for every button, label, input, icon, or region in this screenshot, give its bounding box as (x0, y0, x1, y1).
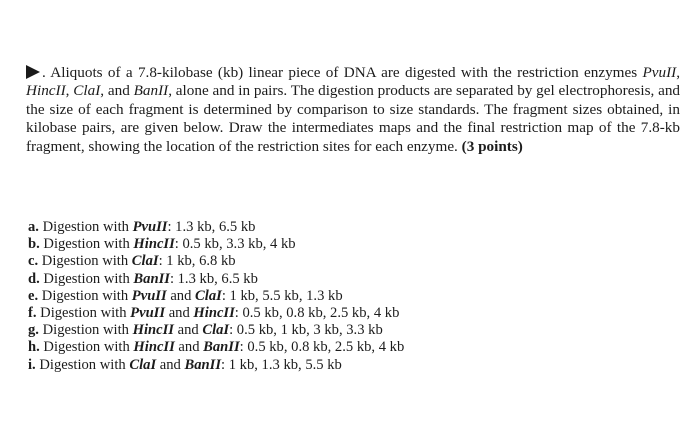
enzyme-pvuii: PvuII (642, 64, 677, 81)
item-sizes: : 0.5 kb, 3.3 kb, 4 kb (174, 236, 296, 253)
digestion-list (28, 219, 668, 374)
item-letter: d. (28, 270, 40, 287)
item-letter: f. (28, 305, 37, 322)
question-paragraph (26, 64, 680, 156)
item-letter: c. (28, 253, 39, 270)
list-item (28, 236, 668, 253)
item-enzyme-1: PvuII (130, 305, 166, 322)
separator: , (676, 64, 680, 81)
item-sizes: : 0.5 kb, 0.8 kb, 2.5 kb, 4 kb (239, 339, 405, 356)
item-connector: and (174, 339, 204, 356)
enzyme-clai: ClaI (73, 82, 101, 100)
list-item (28, 305, 668, 322)
item-sizes: : 1 kb, 1.3 kb, 5.5 kb (221, 356, 342, 373)
item-enzyme-1: PvuII (132, 219, 168, 235)
item-prefix: Digestion with (35, 356, 130, 373)
item-sizes: : 0.5 kb, 1 kb, 3 kb, 3.3 kb (229, 322, 383, 339)
item-prefix: Digestion with (36, 305, 131, 322)
item-prefix: Digestion with (38, 253, 132, 270)
item-letter: g. (28, 322, 39, 339)
item-enzyme-2: BanII (203, 339, 240, 356)
item-sizes: : 1 kb, 6.8 kb (158, 253, 236, 270)
item-connector: and (156, 356, 185, 373)
item-sizes: : 1.3 kb, 6.5 kb (169, 270, 258, 287)
item-enzyme-1: HincII (133, 339, 175, 356)
item-sizes: : 1 kb, 5.5 kb, 1.3 kb (221, 287, 343, 304)
list-item (28, 219, 668, 236)
points-label: (3 points) (461, 137, 523, 155)
enzyme-hincii: HincII (26, 82, 66, 100)
triangle-bullet-icon (26, 65, 40, 79)
item-enzyme-2: ClaI (195, 287, 222, 304)
item-enzyme-1: BanII (133, 270, 170, 287)
list-item (28, 253, 668, 270)
question-text (26, 64, 680, 155)
question-prefix: . Aliquots of a 7.8-kilobase (kb) linear piece of DNA are digested with the restriction enzymes (42, 64, 643, 81)
list-item (28, 357, 668, 374)
item-enzyme-1: HincII (133, 236, 175, 253)
item-sizes: : 0.5 kb, 0.8 kb, 2.5 kb, 4 kb (234, 305, 400, 322)
list-item (28, 288, 668, 305)
item-connector: and (173, 322, 203, 339)
item-prefix: Digestion with (39, 270, 134, 287)
item-enzyme-2: BanII (184, 356, 222, 373)
item-connector: and (165, 305, 194, 322)
item-sizes: : 1.3 kb, 6.5 kb (167, 219, 256, 235)
item-prefix: Digestion with (39, 339, 134, 356)
list-item (28, 339, 668, 356)
enzyme-banii: BanII (133, 82, 169, 100)
item-letter: b. (28, 236, 40, 253)
item-connector: and (166, 287, 196, 304)
item-enzyme-1: HincII (132, 322, 174, 339)
item-prefix: Digestion with (39, 236, 134, 253)
item-letter: a. (28, 219, 39, 235)
item-enzyme-1: ClaI (129, 356, 157, 373)
item-enzyme-2: ClaI (202, 322, 230, 339)
list-item (28, 322, 668, 339)
separator: , and (100, 82, 134, 100)
item-prefix: Digestion with (38, 287, 132, 304)
list-item (28, 271, 668, 288)
item-letter: i. (28, 356, 36, 373)
item-letter: e. (28, 287, 39, 304)
item-enzyme-2: HincII (193, 305, 235, 322)
question-body: , alone and in pairs. The digestion products are separated by gel electrophoresis, and the size of each fragment is determined by comparison to size standards. The fragment sizes obtained, in kilobase pairs, are given below. Draw the intermediates maps and the final restriction map of the 7.8-kb fragment, showing the location of the restriction sites for each enzyme. (26, 82, 681, 155)
item-letter: h. (28, 339, 40, 356)
item-prefix: Digestion with (38, 322, 133, 339)
item-enzyme-1: PvuII (131, 287, 167, 304)
item-enzyme-1: ClaI (131, 253, 159, 270)
item-prefix: Digestion with (38, 219, 133, 235)
separator: , (65, 82, 74, 100)
